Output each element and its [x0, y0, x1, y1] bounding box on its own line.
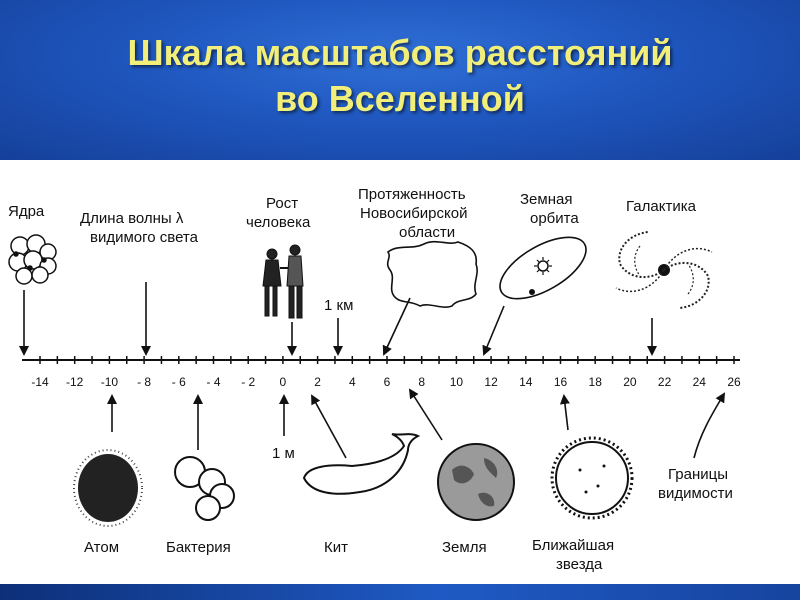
axis-tick-labels	[31, 375, 741, 389]
footer-bar	[0, 584, 800, 600]
human-figures-illustration	[263, 245, 303, 318]
axis-tick-label: 20	[623, 375, 637, 389]
arrow-star	[564, 396, 568, 430]
novosibirsk-region-illustration	[388, 242, 477, 307]
label-human-1: Рост	[266, 195, 299, 212]
label-bacterium: Бактерия	[166, 539, 231, 556]
label-limits-2: видимости	[658, 485, 733, 502]
label-novosibirsk-3: области	[399, 224, 456, 241]
axis-tick-label: 12	[484, 375, 498, 389]
scale-diagram-area	[0, 160, 800, 584]
axis-tick-label: -12	[66, 375, 84, 389]
label-earth: Земля	[442, 539, 487, 556]
axis-tick-label: - 2	[241, 375, 256, 389]
axis-tick-label: -14	[31, 375, 49, 389]
arrow-orbit	[484, 306, 504, 354]
label-wavelength-1: Длина волны λ	[80, 210, 184, 227]
label-atom: Атом	[84, 539, 120, 556]
title-line-2: во Вселенной	[275, 78, 525, 119]
axis-tickmarks	[40, 356, 734, 364]
label-star-2: звезда	[556, 556, 603, 573]
label-star-1: Ближайшая	[532, 537, 615, 554]
axis-tick-label: 14	[519, 375, 533, 389]
label-novosibirsk-1: Протяженность	[358, 186, 466, 203]
arrow-visibility-limits	[694, 394, 724, 458]
earth-orbit-illustration	[490, 225, 595, 311]
earth-illustration	[438, 444, 514, 520]
axis-tick-label: 0	[279, 375, 287, 389]
axis-tick-label: 24	[692, 375, 706, 389]
page-title	[0, 30, 800, 122]
axis-tick-label: - 8	[137, 375, 152, 389]
whale-illustration	[304, 434, 418, 494]
axis-tick-label: 22	[657, 375, 672, 389]
label-orbit-2: орбита	[530, 210, 579, 227]
axis-tick-label: - 4	[206, 375, 221, 389]
axis-tick-label: 16	[553, 375, 568, 389]
bacterium-illustration	[175, 457, 234, 520]
arrow-earth	[410, 390, 442, 440]
scale-diagram	[0, 160, 800, 584]
label-novosibirsk-2: Новосибирской	[360, 205, 468, 222]
nuclei-illustration	[9, 235, 56, 284]
axis-tick-label: - 6	[171, 375, 186, 389]
label-galaxy: Галактика	[626, 198, 696, 215]
label-wavelength-2: видимого света	[90, 229, 198, 246]
title-line-1: Шкала масштабов расстояний	[127, 32, 673, 73]
label-human-2: человека	[246, 214, 311, 231]
title-banner	[0, 0, 800, 160]
label-nuclei: Ядра	[8, 203, 45, 220]
axis-tick-label: -10	[100, 375, 119, 389]
label-limits-1: Границы	[668, 466, 728, 483]
axis-tick-label: 18	[588, 375, 602, 389]
axis-tick-label: 10	[449, 375, 464, 389]
galaxy-illustration	[616, 232, 712, 308]
axis-tick-label: 4	[348, 375, 356, 389]
label-orbit-1: Земная	[520, 191, 573, 208]
axis-tick-label: 6	[383, 375, 391, 389]
atom-illustration	[74, 450, 142, 526]
label-whale: Кит	[324, 539, 348, 556]
arrow-whale	[312, 396, 346, 458]
axis-tick-label: 2	[314, 375, 321, 389]
axis-tick-label: 8	[418, 375, 426, 389]
label-meter: 1 м	[272, 445, 295, 462]
label-km: 1 км	[324, 297, 354, 314]
nearest-star-illustration	[552, 438, 632, 518]
arrow-novosibirsk	[384, 298, 410, 354]
axis-tick-label: 26	[727, 375, 741, 389]
